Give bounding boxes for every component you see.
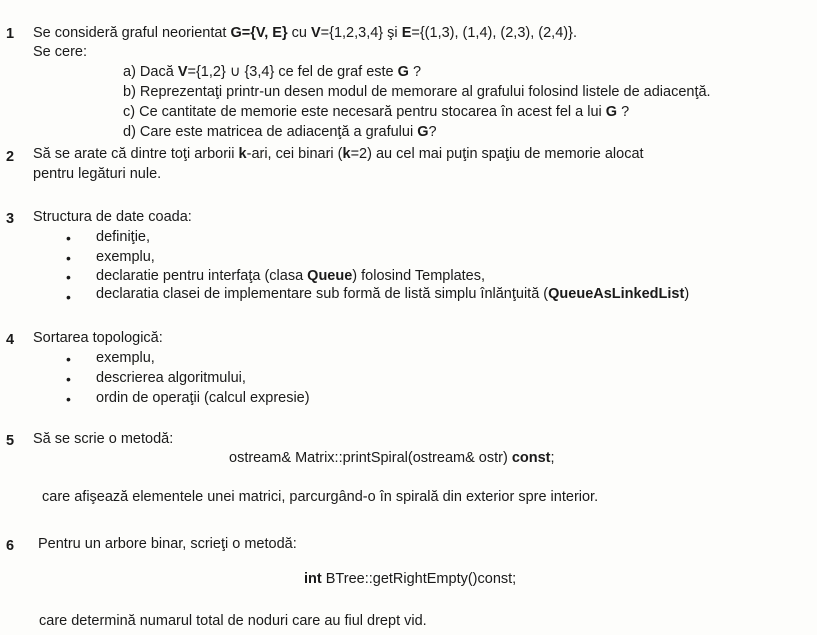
q6-description: care determină numarul total de noduri care au fiul drept vid. [39,613,427,629]
q3-bullet-4: declaratia clasei de implementare sub formă de listă simplu înlănţuită (QueueAsLinkedList) [96,286,690,302]
q5-description: care afişează elementele unei matrici, parcurgând-o în spirală din exterior spre interior. [42,489,599,505]
bullet: • [66,230,71,246]
question-number-2: 2 [6,149,15,165]
q2-line-2: pentru legături nule. [33,166,162,182]
q6-title: Pentru un arbore binar, scrieţi o metodă: [38,536,297,552]
q4-title: Sortarea topologică: [33,330,163,346]
question-number-1: 1 [6,26,15,42]
bullet: • [66,269,71,285]
q1-intro: Se consideră graful neorientat G={V, E} cu V={1,2,3,4} şi E={(1,3), (1,4), (2,3), (2,4)}. [33,25,577,41]
q1-item-b: b) Reprezentaţi printr-un desen modul de memorare al grafului folosind listele de adiacenţă. [123,84,711,100]
q3-bullet-1: definiţie, [96,229,151,245]
question-number-5: 5 [6,433,15,449]
q5-title: Să se scrie o metodă: [33,431,174,447]
q1-item-a: a) Dacă V={1,2} ∪ {3,4} ce fel de graf este G ? [123,64,422,80]
bullet: • [66,371,71,387]
bullet: • [66,250,71,266]
q5-code-signature: ostream& Matrix::printSpiral(ostream& ostr) const; [229,450,555,466]
q1-item-c: c) Ce cantitate de memorie este necesară pentru stocarea în acest fel a lui G ? [123,104,630,120]
question-number-3: 3 [6,211,15,227]
q3-title: Structura de date coada: [33,209,192,225]
q4-bullet-3: ordin de operaţii (calcul expresie) [96,390,310,406]
q1-cere: Se cere: [33,44,87,60]
q3-bullet-3: declaratie pentru interfaţa (clasa Queue) folosind Templates, [96,268,486,284]
q6-code-signature: int BTree::getRightEmpty()const; [304,571,517,587]
bullet: • [66,289,71,305]
q4-bullet-1: exemplu, [96,350,155,366]
bullet: • [66,351,71,367]
q4-bullet-2: descrierea algoritmului, [96,370,246,386]
question-number-6: 6 [6,538,15,554]
bullet: • [66,391,71,407]
question-number-4: 4 [6,332,15,348]
q1-item-d: d) Care este matricea de adiacenţă a grafului G? [123,124,437,140]
q2-line-1: Să se arate că dintre toţi arborii k-ari, cei binari (k=2) au cel mai puţin spaţiu de memorie alocat [33,146,644,162]
q3-bullet-2: exemplu, [96,249,155,265]
